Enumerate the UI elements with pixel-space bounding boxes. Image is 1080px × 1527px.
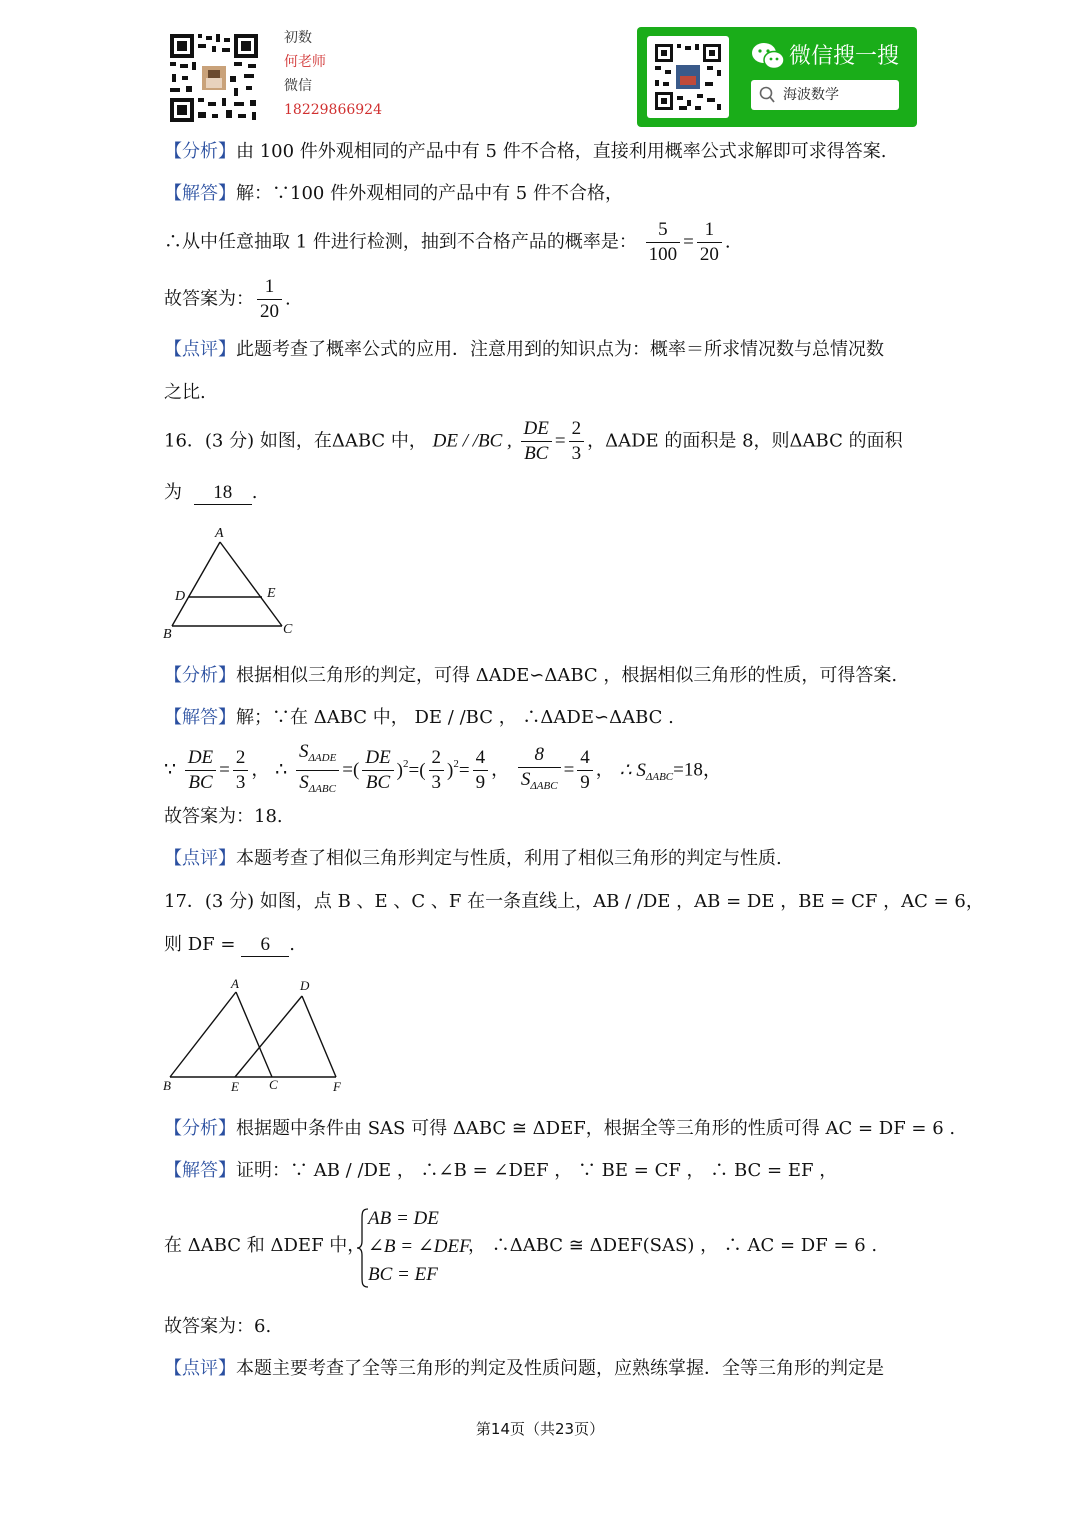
q16-frac-4-9: $\frac{4}{9}$ <box>473 746 489 795</box>
q16-frac-2-3: $\frac{2}{3}$ <box>233 746 249 795</box>
q15-comment <box>164 337 884 363</box>
q17-comment <box>164 1356 884 1382</box>
label-a: A <box>215 526 224 541</box>
q16-ratio-de-bc: $\frac{DE}{BC}$ <box>521 417 552 466</box>
solution-tag: 【解答】 <box>164 1160 236 1181</box>
label-a: A <box>231 976 239 991</box>
solution-tag: 【解答】 <box>164 183 236 204</box>
analysis-tag: 【分析】 <box>164 1118 236 1139</box>
q16-frac-s-ratio: $\frac{S_{\Delta ADE}}{S_{\Delta ABC}}$ <box>296 740 339 801</box>
q16-stem-suffix: ，ΔADE 的面积是 8，则ΔABC 的面积 <box>587 430 903 452</box>
q16-frac-de-bc-sq: $\frac{DE}{BC}$ <box>362 746 393 795</box>
label-d: D <box>300 978 310 993</box>
teacher-qr-code <box>168 32 260 124</box>
search-icon <box>759 86 775 108</box>
q17-answer-blank: 6 <box>241 934 289 957</box>
q17-solution <box>164 1158 837 1184</box>
q17-answer-line: 则 DF = 6 . <box>164 934 295 955</box>
q17-analysis-text: 根据题中条件由 SAS 可得 ΔABC ≅ ΔDEF，根据全等三角形的性质可得 AC = DF = 6 . <box>236 1118 956 1139</box>
label-f: F <box>333 1079 341 1094</box>
contact-phone: 18229866924 <box>284 102 382 118</box>
q16-result: 18 <box>683 759 703 781</box>
contact-subject: 初数 <box>284 30 312 46</box>
q16-answer-line: 为 18 . <box>164 482 258 503</box>
label-c: C <box>269 1077 278 1092</box>
q15-analysis <box>164 139 886 165</box>
analysis-tag: 【分析】 <box>164 665 236 686</box>
q15-analysis-text: 由 100 件外观相同的产品中有 5 件不合格，直接利用概率公式求解即可求得答案. <box>236 141 887 162</box>
q17-brace-conditions <box>368 1205 471 1289</box>
q17-final: 故答案为：6. <box>164 1316 272 1337</box>
solution-tag: 【解答】 <box>164 707 236 728</box>
q16-frac-8-s: $\frac{8}{S_{\Delta ABC}}$ <box>518 743 561 798</box>
q16-frac-2-3-sq: $\frac{2}{3}$ <box>429 746 445 795</box>
q15-answer: 故答案为： $\frac{1}{20}$ . <box>164 276 291 322</box>
q15-comment-cont: 之比. <box>164 382 206 403</box>
comment-tag: 【点评】 <box>164 848 236 869</box>
page-number: 第14页（共23页） <box>475 1420 605 1438</box>
brace-line-2: ∠B = ∠DEF <box>368 1236 471 1257</box>
fraction-1-20: $\frac{1}{20}$ <box>697 218 722 267</box>
wechat-search-card <box>637 27 917 127</box>
q16-final: 故答案为：18. <box>164 806 283 827</box>
q16-answer-prefix: 为 <box>164 482 182 503</box>
q17-congruence-suffix: ， ∴ΔABC ≅ ΔDEF(SAS) ， ∴ AC = DF = 6 . <box>468 1235 878 1256</box>
q16-solution-text: 解；∵在 ΔABC 中， DE / /BC ， ∴ΔADE∽ΔABC . <box>236 707 674 728</box>
label-e: E <box>267 586 276 601</box>
q16-comment <box>164 846 782 872</box>
q17-solution-text: 证明：∵ AB / /DE ， ∴∠B = ∠DEF ， ∵ BE = CF ， ∴ BC = EF ， <box>236 1160 838 1181</box>
q16-stem-prefix: 16．(3 分) 如图，在ΔABC 中， <box>164 430 427 452</box>
q16-answer-blank: 18 <box>194 482 252 505</box>
q15-comment-text: 此题考查了概率公式的应用．注意用到的知识点为：概率＝所求情况数与总情况数 <box>236 339 884 360</box>
q17-stem: 17．(3 分) 如图，点 B 、E 、C 、F 在一条直线上，AB / /DE ，AB = DE ，BE = CF ，AC = 6， <box>164 891 984 912</box>
q16-comment-text: 本题考查了相似三角形判定与性质，利用了相似三角形的判定与性质. <box>236 848 782 869</box>
brace-line-1: AB = DE <box>368 1208 439 1229</box>
q17-comment-text: 本题主要考查了全等三角形的判定及性质问题，应熟练掌握．全等三角形的判定是 <box>236 1358 884 1379</box>
q17-congruence <box>164 1205 924 1289</box>
q17-figure-triangles <box>160 974 350 1096</box>
wechat-logo-icon <box>751 41 785 75</box>
q16-stem: 16．(3 分) 如图，在ΔABC 中， DE / /BC , $\frac{DE}{BC}$ = $\frac{2}{3}$ ，ΔADE 的面积是 8，则ΔABC 的面积 <box>164 418 903 464</box>
q16-frac-de-bc: $\frac{DE}{BC}$ <box>185 746 216 795</box>
q16-figure-triangle <box>160 520 300 645</box>
contact-teacher: 何老师 <box>284 54 326 70</box>
contact-wechat-label: 微信 <box>284 78 312 94</box>
q15-answer-prefix: 故答案为： <box>164 288 254 310</box>
q15-solution-text: 解：∵100 件外观相同的产品中有 5 件不合格， <box>236 183 623 204</box>
contact-info <box>284 26 382 122</box>
label-e: E <box>231 1079 239 1094</box>
q15-answer-fraction: $\frac{1}{20}$ <box>257 275 282 324</box>
label-d: D <box>175 589 186 604</box>
fraction-5-100: $\frac{5}{100}$ <box>646 218 681 267</box>
wechat-search-title: 微信搜一搜 <box>789 44 900 69</box>
comment-tag: 【点评】 <box>164 339 236 360</box>
label-b: B <box>163 627 172 642</box>
q16-area-ratio: ∵ $\frac{DE}{BC}$ = $\frac{2}{3}$ ， ∴ $\frac{S_{\Delta ADE}}{S_{\Delta ABC}}$ =( $\frac{DE}{BC}$ )$^2$=( $\frac{2}{3}$ )$^2$= $\frac{4}{9}$ ， $\frac{8}{S_{\Delta ABC}}$ = $\frac{4}{9}$ ， ∴ $S_{\Delta ABC}=18$， <box>164 740 722 801</box>
wechat-search-box[interactable] <box>751 80 899 110</box>
q16-solution <box>164 705 674 731</box>
wechat-search-query: 海波数学 <box>783 87 839 103</box>
q16-analysis <box>164 663 897 689</box>
q17-answer-prefix: 则 DF = <box>164 934 236 955</box>
label-b: B <box>163 1078 171 1093</box>
q16-frac-4-9-b: $\frac{4}{9}$ <box>577 746 593 795</box>
q16-ratio-2-3: $\frac{2}{3}$ <box>569 417 585 466</box>
q17-congruence-prefix: 在 ΔABC 和 ΔDEF 中， <box>164 1235 366 1256</box>
q15-probability-text: ∴从中任意抽取 1 件进行检测，抽到不合格产品的概率是： <box>164 231 637 253</box>
q16-parallel-cond: DE / /BC , <box>432 430 512 452</box>
label-c: C <box>283 622 293 637</box>
q15-probability: ∴从中任意抽取 1 件进行检测，抽到不合格产品的概率是： $\frac{5}{100}$ = $\frac{1}{20}$ . <box>164 219 731 265</box>
brace-line-3: BC = EF <box>368 1264 438 1285</box>
q16-analysis-text: 根据相似三角形的判定，可得 ΔADE∽ΔABC ，根据相似三角形的性质，可得答案. <box>236 665 898 686</box>
analysis-tag: 【分析】 <box>164 141 236 162</box>
wechat-qr-code <box>647 36 729 118</box>
comment-tag: 【点评】 <box>164 1358 236 1379</box>
q17-analysis <box>164 1116 955 1142</box>
q15-solution <box>164 181 623 207</box>
